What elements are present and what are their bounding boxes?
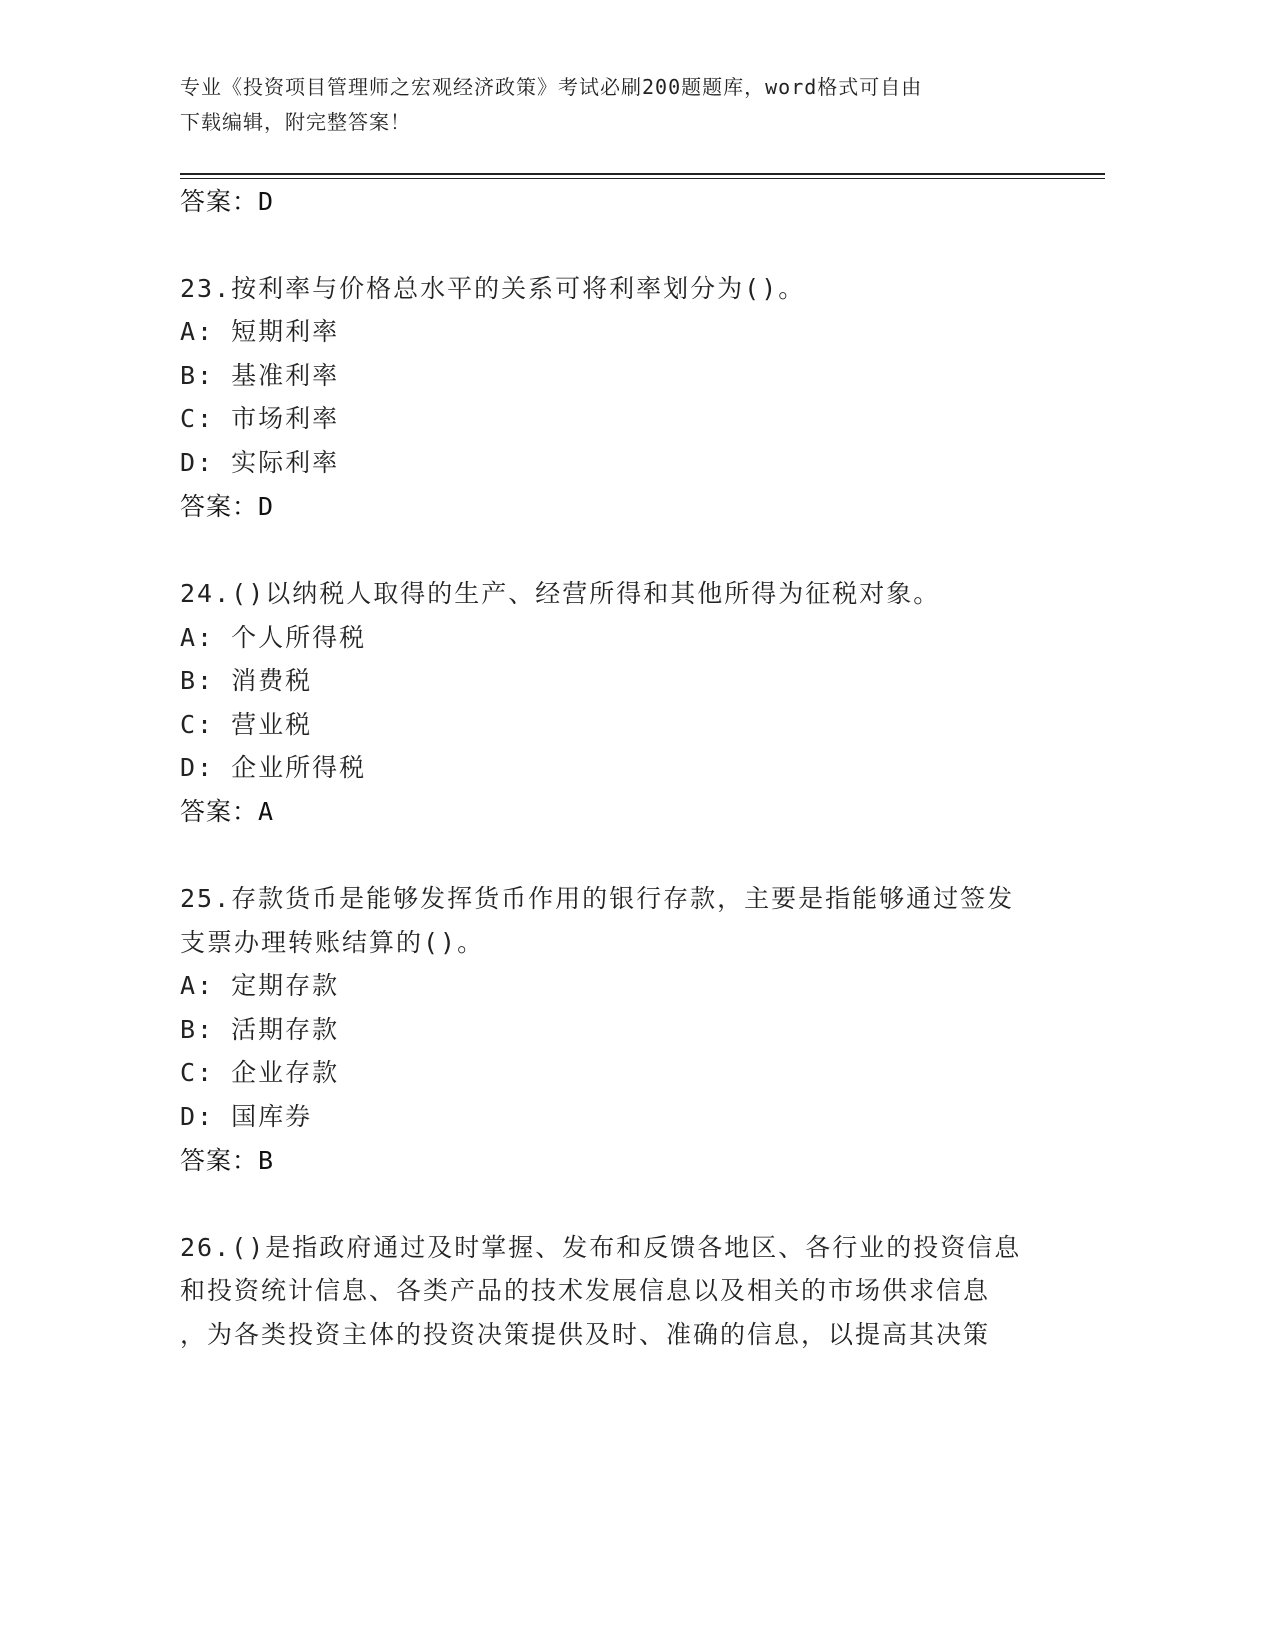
question-23-stem: 23.按利率与价格总水平的关系可将利率划分为()。 (180, 274, 806, 303)
question-24-option-b: B: 消费税 (180, 666, 313, 695)
question-25-option-a: A: 定期存款 (180, 971, 340, 1000)
page-header (180, 70, 1040, 140)
question-26-stem-line-2: 和投资统计信息、各类产品的技术发展信息以及相关的市场供求信息 (180, 1276, 991, 1305)
question-25-option-c: C: 企业存款 (180, 1058, 340, 1087)
question-24-option-a: A: 个人所得税 (180, 623, 367, 652)
question-25-stem-line-1: 25.存款货币是能够发挥货币作用的银行存款，主要是指能够通过签发 (180, 884, 1015, 913)
question-26-stem-line-3: ，为各类投资主体的投资决策提供及时、准确的信息，以提高其决策 (180, 1320, 991, 1349)
header-divider (180, 173, 1105, 175)
question-25-stem-line-2: 支票办理转账结算的()。 (180, 928, 485, 957)
question-24-option-d: D: 企业所得税 (180, 753, 367, 782)
question-24-option-c: C: 营业税 (180, 710, 313, 739)
question-23-option-c: C: 市场利率 (180, 404, 340, 433)
answer-23: 答案：D (180, 492, 275, 521)
question-26-stem-line-1: 26.()是指政府通过及时掌握、发布和反馈各地区、各行业的投资信息 (180, 1233, 1022, 1262)
question-25-option-b: B: 活期存款 (180, 1015, 340, 1044)
answer-25: 答案：B (180, 1146, 275, 1175)
header-divider-thin (180, 178, 1105, 179)
question-23-option-d: D: 实际利率 (180, 448, 340, 477)
answer-24: 答案：A (180, 797, 275, 826)
answer-22: 答案：D (180, 187, 275, 216)
question-25-option-d: D: 国库券 (180, 1102, 313, 1131)
question-23-option-b: B: 基准利率 (180, 361, 340, 390)
header-line-1: 专业《投资项目管理师之宏观经济政策》考试必刷200题题库，word格式可自由 (180, 75, 923, 99)
question-23-option-a: A: 短期利率 (180, 317, 340, 346)
header-line-2: 下载编辑，附完整答案！ (180, 110, 411, 134)
question-24-stem: 24.()以纳税人取得的生产、经营所得和其他所得为征税对象。 (180, 579, 941, 608)
